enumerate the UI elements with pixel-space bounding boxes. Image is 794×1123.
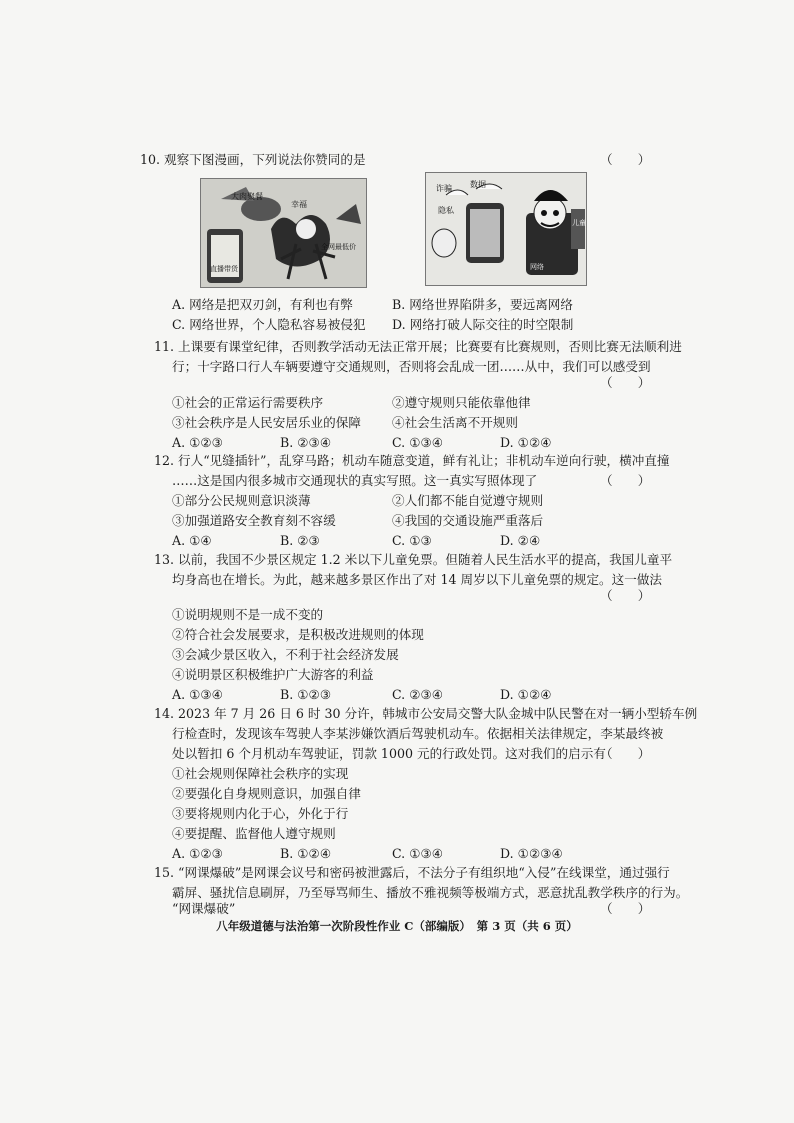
q12-bracket: （ ） xyxy=(600,473,651,488)
q10-option-c: C. 网络世界，个人隐私容易被侵犯 xyxy=(172,317,366,332)
q11-statement-3: ③社会秩序是人民安居乐业的保障 xyxy=(172,415,361,430)
q15-bracket: （ ） xyxy=(600,901,651,916)
q14-option-d: D. ①②③④ xyxy=(500,846,563,861)
q11-stem-line-2: 行；十字路口行人车辆要遵守交通规则，否则将会乱成一团……从中，我们可以感受到 xyxy=(172,359,651,374)
q10-option-a: A. 网络是把双刃剑，有利也有弊 xyxy=(172,297,353,312)
comic-left-label-4: 全网最低价 xyxy=(321,243,356,251)
comic-left-image xyxy=(200,178,367,288)
q14-bracket: （ ） xyxy=(600,746,651,761)
q11-statement-2: ②遵守规则只能依靠他律 xyxy=(392,395,531,410)
q13-statement-1: ①说明规则不是一成不变的 xyxy=(172,607,324,622)
q14-stem-line-2: 行检查时，发现该车驾驶人李某涉嫌饮酒后驾驶机动车。依据相关法律规定，李某最终被 xyxy=(172,726,664,741)
q12-statement-2: ②人们都不能自觉遵守规则 xyxy=(392,493,544,508)
q13-stem-line-1: 13. 以前，我国不少景区规定 1.2 米以下儿童免票。但随着人民生活水平的提高，我国儿童平 xyxy=(154,552,673,567)
q13-statement-3: ③会减少景区收入，不利于社会经济发展 xyxy=(172,647,399,662)
q12-statement-3: ③加强道路安全教育刻不容缓 xyxy=(172,513,336,528)
q14-option-b: B. ①②④ xyxy=(280,846,332,861)
q11-option-c: C. ①③④ xyxy=(392,435,444,450)
comic-right-label-3: 隐私 xyxy=(438,206,454,215)
q11-statement-1: ①社会的正常运行需要秩序 xyxy=(172,395,324,410)
comic-right-image xyxy=(425,172,587,286)
q10-stem: 10. 观察下图漫画，下列说法你赞同的是 xyxy=(140,152,366,167)
q11-statement-4: ④社会生活离不开规则 xyxy=(392,415,518,430)
q14-stem-line-3: 处以暂扣 6 个月机动车驾驶证，罚款 1000 元的行政处罚。这对我们的启示有 xyxy=(172,746,606,761)
q11-option-d: D. ①②④ xyxy=(500,435,552,450)
comic-right-label-1: 诈骗 xyxy=(436,184,452,193)
comic-right-label-5: 儿童 xyxy=(572,219,586,227)
q11-bracket: （ ） xyxy=(600,375,651,390)
q12-option-a: A. ①④ xyxy=(172,533,212,548)
q11-option-a: A. ①②③ xyxy=(172,435,223,450)
q10-option-d: D. 网络打破人际交往的时空限制 xyxy=(392,317,574,332)
q12-statement-1: ①部分公民规则意识淡薄 xyxy=(172,493,311,508)
q12-stem-line-2: ……这是国内很多城市交通现状的真实写照。这一真实写照体现了 xyxy=(172,473,538,488)
q15-stem-line-1: 15. “网课爆破”是网课会议号和密码被泄露后，不法分子有组织地“入侵”在线课堂，通过强行 xyxy=(154,865,670,880)
q12-option-c: C. ①③ xyxy=(392,533,432,548)
q11-option-b: B. ②③④ xyxy=(280,435,332,450)
q14-statement-1: ①社会规则保障社会秩序的实现 xyxy=(172,766,349,781)
q12-option-d: D. ②④ xyxy=(500,533,541,548)
comic-right-label-4: 网络 xyxy=(530,263,544,271)
q14-statement-4: ④要提醒、监督他人遵守规则 xyxy=(172,826,336,841)
q11-stem-line-1: 11. 上课要有课堂纪律，否则教学活动无法正常开展；比赛要有比赛规则，否则比赛无法顺利进 xyxy=(154,339,682,354)
q13-option-c: C. ②③④ xyxy=(392,687,444,702)
comic-left-label-1: 大肉聚餐 xyxy=(231,192,263,201)
q12-statement-4: ④我国的交通设施严重落后 xyxy=(392,513,544,528)
comic-right-label-2: 数据 xyxy=(470,180,486,189)
q13-option-b: B. ①②③ xyxy=(280,687,332,702)
page-footer: 八年级道德与法治第一次阶段性作业 C（部编版） 第 3 页（共 6 页） xyxy=(216,919,578,933)
comic-left-label-3: 幸福 xyxy=(291,200,307,209)
q14-option-c: C. ①③④ xyxy=(392,846,444,861)
q15-stem-line-2: 霸屏、骚扰信息刷屏，乃至辱骂师生、播放不雅视频等极端方式，恶意扰乱教学秩序的行为。 xyxy=(172,885,689,900)
q10-bracket: （ ） xyxy=(600,152,651,167)
q13-stem-line-2: 均身高也在增长。为此，越来越多景区作出了对 14 周岁以下儿童免票的规定。这一做法 xyxy=(172,572,663,587)
comic-left-label-2: 直播带货 xyxy=(210,265,238,273)
q13-bracket: （ ） xyxy=(600,588,651,603)
q14-option-a: A. ①②③ xyxy=(172,846,223,861)
q14-statement-2: ②要强化自身规则意识，加强自律 xyxy=(172,786,361,801)
q13-statement-4: ④说明景区积极维护广大游客的利益 xyxy=(172,667,374,682)
q15-stem-line-3: “网课爆破” xyxy=(172,901,236,916)
q12-stem-line-1: 12. 行人“见缝插针”，乱穿马路；机动车随意变道，鲜有礼让；非机动车逆向行驶，横冲直撞 xyxy=(154,453,670,468)
q13-option-d: D. ①②④ xyxy=(500,687,552,702)
q10-option-b: B. 网络世界陷阱多，要远离网络 xyxy=(392,297,573,312)
q14-stem-line-1: 14. 2023 年 7 月 26 日 6 时 30 分许，韩城市公安局交警大队金城中队民警在对一辆小型轿车例 xyxy=(154,706,698,721)
q12-option-b: B. ②③ xyxy=(280,533,320,548)
q13-option-a: A. ①③④ xyxy=(172,687,223,702)
q13-statement-2: ②符合社会发展要求，是积极改进规则的体现 xyxy=(172,627,424,642)
q14-statement-3: ③要将规则内化于心，外化于行 xyxy=(172,806,349,821)
